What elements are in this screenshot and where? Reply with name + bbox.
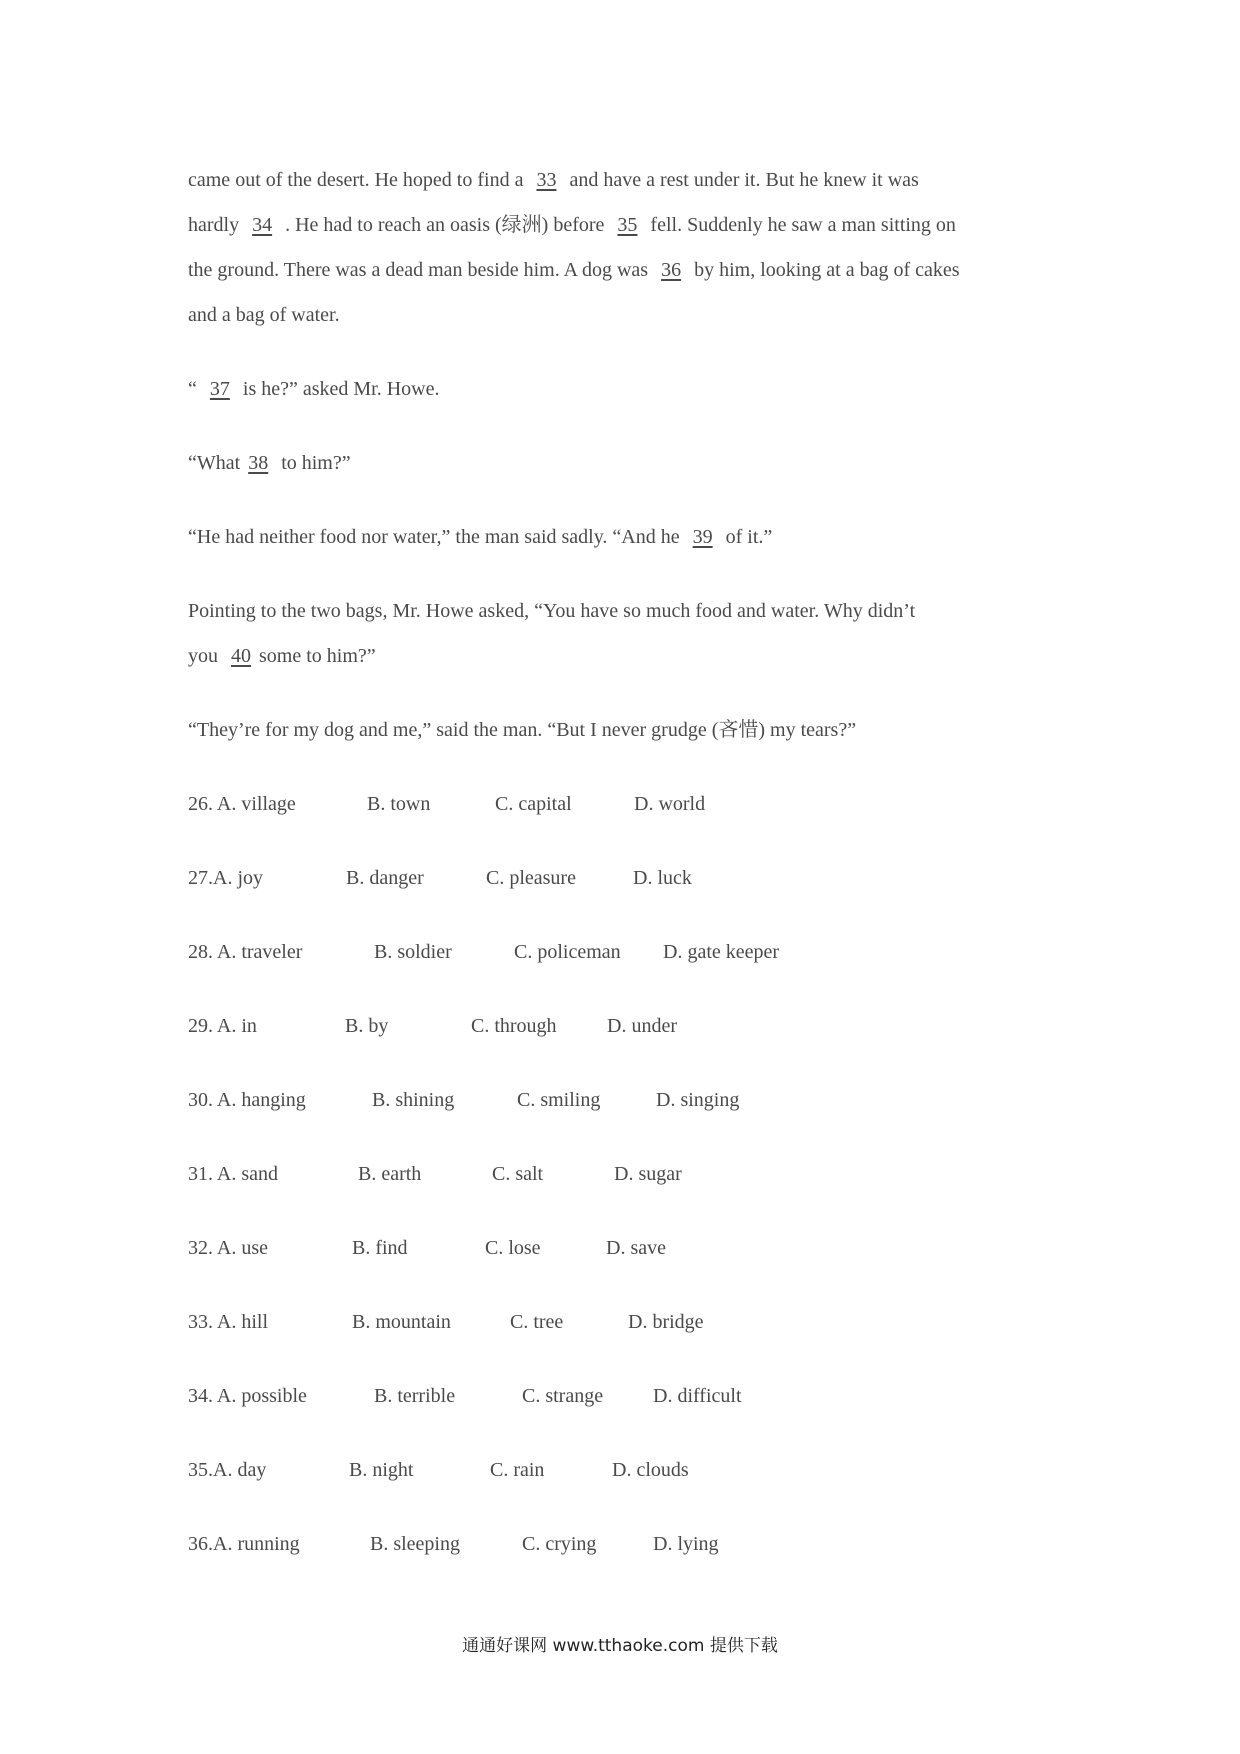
blank-40: 40	[231, 645, 251, 667]
question-32	[188, 1234, 1088, 1262]
text: “They’re for my dog and me,” said the man. “But I never grudge (吝惜) my tears?”	[188, 719, 857, 741]
option-a: 28. A. traveler	[188, 941, 303, 963]
option-d: D. bridge	[628, 1311, 704, 1333]
blank-36: 36	[661, 259, 682, 281]
text: . He had to reach an oasis (绿洲) before	[280, 214, 610, 236]
footer-credit: 通通好课网 www.tthaoke.com 提供下载	[462, 1636, 778, 1656]
option-d: D. clouds	[612, 1459, 689, 1481]
question-29	[188, 1012, 1088, 1040]
question-31	[188, 1160, 1088, 1188]
option-d: D. gate keeper	[663, 941, 780, 963]
option-c: C. smiling	[517, 1089, 601, 1111]
option-c: C. tree	[510, 1311, 564, 1333]
option-d: D. world	[634, 793, 706, 815]
text: “	[188, 378, 202, 400]
option-d: D. under	[607, 1015, 677, 1037]
option-c: C. capital	[495, 793, 572, 815]
option-c: C. strange	[522, 1385, 604, 1407]
text: hardly	[188, 214, 245, 236]
blank-33: 33	[536, 169, 557, 191]
option-a: 27.A. joy	[188, 867, 263, 889]
text: and have a rest under it. But he knew it was	[564, 169, 919, 191]
option-d: D. singing	[656, 1089, 740, 1111]
option-d: D. lying	[653, 1533, 719, 1555]
text: Pointing to the two bags, Mr. Howe asked, “You have so much food and water. Why didn’t	[188, 600, 916, 622]
text: is he?” asked Mr. Howe.	[237, 378, 440, 400]
passage-line-2	[188, 211, 956, 239]
passage-line-5	[188, 375, 440, 403]
option-c: C. lose	[485, 1237, 541, 1259]
option-b: B. by	[345, 1015, 389, 1037]
option-c: C. salt	[492, 1163, 544, 1185]
passage-line-9	[188, 642, 376, 670]
text: “What	[188, 452, 241, 474]
passage-line-1	[188, 166, 919, 194]
passage-line-6	[188, 449, 351, 477]
blank-37: 37	[209, 378, 230, 400]
option-b: B. shining	[372, 1089, 455, 1111]
option-a: 33. A. hill	[188, 1311, 269, 1333]
option-d: D. sugar	[614, 1163, 682, 1185]
blank-35: 35	[617, 214, 638, 236]
text: and a bag of water.	[188, 304, 340, 326]
passage-line-8	[188, 597, 915, 625]
option-a: 31. A. sand	[188, 1163, 278, 1185]
text: some to him?”	[259, 645, 376, 667]
option-d: D. save	[606, 1237, 666, 1259]
passage-line-4	[188, 301, 340, 329]
option-b: B. night	[349, 1459, 414, 1481]
option-a: 30. A. hanging	[188, 1089, 306, 1111]
question-33	[188, 1308, 1088, 1336]
option-a: 35.A. day	[188, 1459, 267, 1481]
option-b: B. find	[352, 1237, 408, 1259]
option-a: 36.A. running	[188, 1533, 300, 1555]
option-b: B. terrible	[374, 1385, 456, 1407]
question-35	[188, 1456, 1088, 1484]
option-c: C. policeman	[514, 941, 621, 963]
option-b: B. soldier	[374, 941, 452, 963]
question-34	[188, 1382, 1088, 1410]
option-c: C. pleasure	[486, 867, 576, 889]
text: came out of the desert. He hoped to find a	[188, 169, 529, 191]
text: by him, looking at a bag of cakes	[689, 259, 960, 281]
option-b: B. mountain	[352, 1311, 451, 1333]
text: of it.”	[720, 526, 773, 548]
text: you	[188, 645, 223, 667]
question-26	[188, 790, 1088, 818]
question-30	[188, 1086, 1088, 1114]
passage-line-3	[188, 256, 960, 284]
option-b: B. earth	[358, 1163, 422, 1185]
option-d: D. difficult	[653, 1385, 742, 1407]
option-c: C. crying	[522, 1533, 597, 1555]
blank-38: 38	[248, 452, 269, 474]
blank-34: 34	[252, 214, 273, 236]
question-36	[188, 1530, 1088, 1558]
blank-39: 39	[692, 526, 713, 548]
passage-line-10	[188, 716, 856, 744]
text: to him?”	[276, 452, 351, 474]
option-b: B. town	[367, 793, 431, 815]
option-a: 29. A. in	[188, 1015, 257, 1037]
option-a: 34. A. possible	[188, 1385, 307, 1407]
text: the ground. There was a dead man beside him. A dog was	[188, 259, 654, 281]
question-28	[188, 938, 1088, 966]
passage-line-7	[188, 523, 772, 551]
option-c: C. through	[471, 1015, 557, 1037]
option-b: B. danger	[346, 867, 424, 889]
question-27	[188, 864, 1088, 892]
text: fell. Suddenly he saw a man sitting on	[645, 214, 956, 236]
option-d: D. luck	[633, 867, 692, 889]
option-c: C. rain	[490, 1459, 545, 1481]
option-a: 26. A. village	[188, 793, 296, 815]
text: “He had neither food nor water,” the man said sadly. “And he	[188, 526, 685, 548]
option-b: B. sleeping	[370, 1533, 460, 1555]
option-a: 32. A. use	[188, 1237, 268, 1259]
